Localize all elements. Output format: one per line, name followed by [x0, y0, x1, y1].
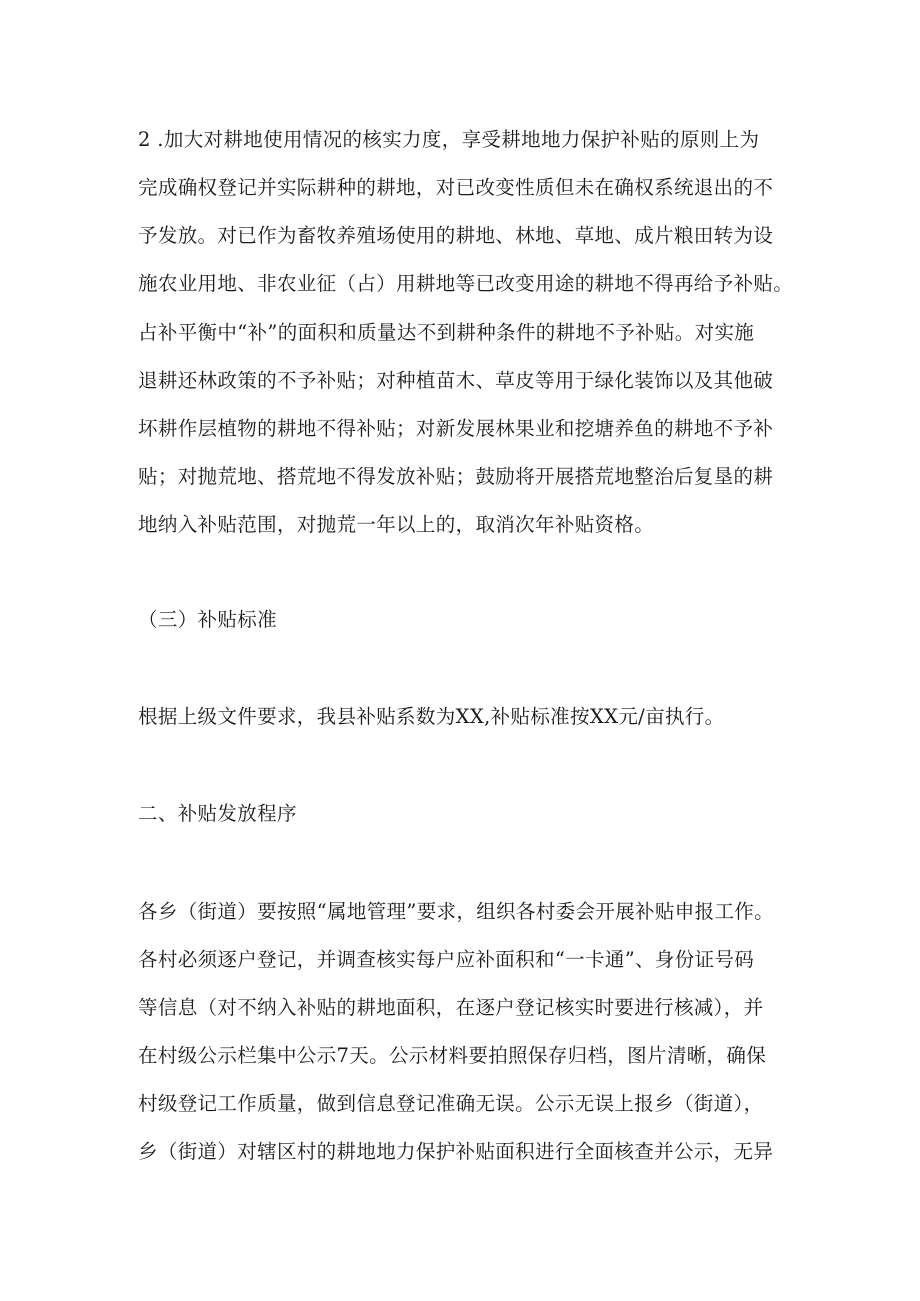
section-heading-subsidy-standard: （三）补贴标准 — [138, 608, 277, 631]
paragraph-line: 地纳入补贴范围，对抛荒一年以上的，取消次年补贴资格。 — [138, 513, 655, 536]
paragraph-line: 村级登记工作质量，做到信息登记准确无误。公示无误上报乡（街道）， — [138, 1092, 764, 1115]
section-heading-procedure: 二、补贴发放程序 — [138, 802, 297, 825]
paragraph-line: 各乡（街道）要按照“属地管理”要求，组织各村委会开展补贴申报工作。 — [138, 900, 774, 923]
paragraph-line: 坏耕作层植物的耕地不得补贴；对新发展林果业和挖塘养鱼的耕地不予补 — [138, 417, 774, 440]
paragraph-line: 乡（街道）对辖区村的耕地地力保护补贴面积进行全面核查并公示，无异 — [138, 1140, 774, 1163]
paragraph-line: 予发放。对已作为畜牧养殖场使用的耕地、林地、草地、成片粮田转为设 — [138, 224, 774, 247]
paragraph-line: 等信息（对不纳入补贴的耕地面积，在逐户登记核实时要进行核减），并 — [138, 996, 764, 1019]
paragraph-line: 在村级公示栏集中公示7天。公示材料要拍照保存归档，图片清晰，确保 — [138, 1044, 767, 1067]
paragraph-line: 占补平衡中“补”的面积和质量达不到耕种条件的耕地不予补贴。对实施 — [138, 321, 755, 344]
paragraph-line: 2 .加大对耕地使用情况的核实力度，享受耕地地力保护补贴的原则上为 — [138, 128, 760, 151]
paragraph-line: 退耕还林政策的不予补贴；对种植苗木、草皮等用于绿化装饰以及其他破 — [138, 369, 774, 392]
paragraph-line: 施农业用地、非农业征（占）用耕地等已改变用途的耕地不得再给予补贴。 — [138, 272, 794, 295]
paragraph-line: 根据上级文件要求，我县补贴系数为XX,补贴标准按XX元/亩执行。 — [138, 705, 725, 728]
paragraph-line: 完成确权登记并实际耕种的耕地，对已改变性质但未在确权系统退出的不 — [138, 176, 774, 199]
paragraph-line: 贴；对抛荒地、搭荒地不得发放补贴；鼓励将开展搭荒地整治后复垦的耕 — [138, 465, 774, 488]
paragraph-line: 各村必须逐户登记，并调查核实每户应补面积和“一卡通”、身份证号码 — [138, 948, 755, 971]
